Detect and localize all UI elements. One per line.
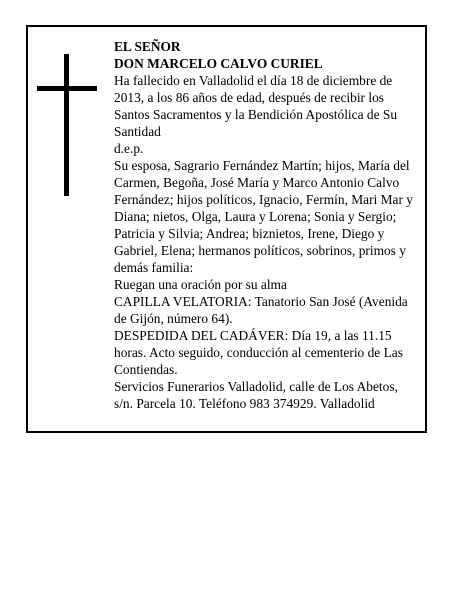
cross-icon-horizontal-bar xyxy=(37,86,97,91)
title-line-1: EL SEÑOR xyxy=(114,39,181,54)
cross-icon-vertical-bar xyxy=(64,54,69,196)
obituary-text xyxy=(114,38,419,412)
deceased-name: DON MARCELO CALVO CURIEL xyxy=(114,56,323,71)
farewell-info: DESPEDIDA DEL CADÁVER: Día 19, a las 11.15 horas. Acto seguido, conducción al cementerio de Las Contiendas. xyxy=(114,328,403,377)
death-info: Ha fallecido en Valladolid el día 18 de diciembre de 2013, a los 86 años de edad, después de recibir los Santos Sacramentos y la Bendición Apostólica de Su Santidad xyxy=(114,73,398,139)
chapel-info: CAPILLA VELATORIA: Tanatorio San José (Avenida de Gijón, número 64). xyxy=(114,294,408,326)
family-list: Su esposa, Sagrario Fernández Martín; hijos, María del Carmen, Begoña, José María y Marco Antonio Calvo Fernández; hijos políticos, Ignacio, Fermín, Mari Mar y Diana; nietos, Olga, Laura y Lorena; Sonia y Sergio; Patricia y Silvia; Andrea; biznietos, Irene, Diego y Gabriel, Elena; hermanos políticos, sobrinos, primos y demás familia: xyxy=(114,158,413,275)
dep-abbreviation: d.e.p. xyxy=(114,141,144,156)
funeral-services-info: Servicios Funerarios Valladolid, calle de Los Abetos, s/n. Parcela 10. Teléfono 983 374929. Valladolid xyxy=(114,379,398,411)
prayer-request: Ruegan una oración por su alma xyxy=(114,277,287,292)
